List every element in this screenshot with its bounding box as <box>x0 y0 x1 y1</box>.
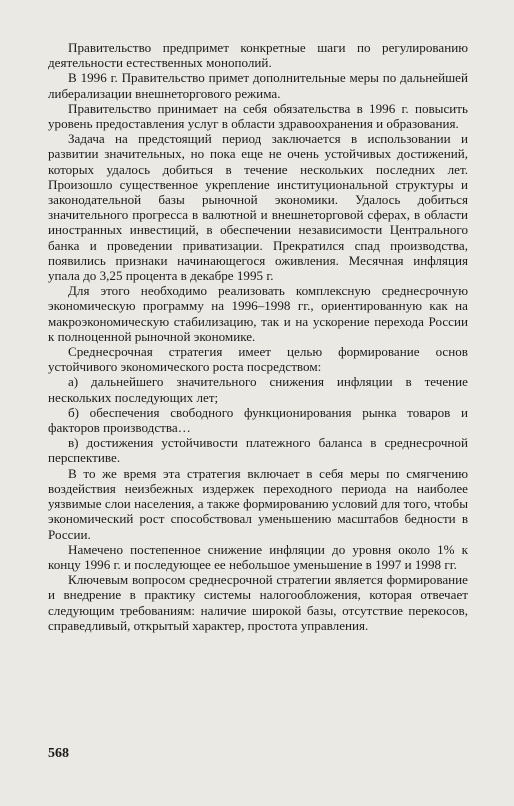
paragraph-trade-liberalization: В 1996 г. Правительство примет дополнительные меры по дальнейшей либерализации внешнеторгового режима. <box>48 70 468 101</box>
paragraph-monopolies: Правительство предпримет конкретные шаги по регулированию деятельности естественных монополий. <box>48 40 468 71</box>
paragraph-inflation-target: Намечено постепенное снижение инфляции до уровня около 1% к концу 1996 г. и последующее ее небольшое уменьшение в 1997 и 1998 гг. <box>48 541 468 572</box>
paragraph-strategy-goal: Среднесрочная стратегия имеет целью формирование основ устойчивого экономического роста посредством: <box>48 344 468 375</box>
paragraph-program: Для этого необходимо реализовать комплексную среднесрочную экономическую программу на 1996–1998 гг., ориентированную как на макроэкономическую стабилизацию, так и на ускорение перехода России к полноценной рыночной экономике. <box>48 283 468 344</box>
body-text <box>48 40 468 633</box>
paragraph-social-measures: В то же время эта стратегия включает в себя меры по смягчению воздействия неизбежных издержек переходного периода на наиболее уязвимые слои населения, а также формированию условий для того, чтобы экономический рост способствовал уменьшению масштабов бедности в России. <box>48 465 468 542</box>
paragraph-health-education: Правительство принимает на себя обязательства в 1996 г. повысить уровень предоставления услуг в области здравоохранения и образования. <box>48 100 468 132</box>
list-item-a: а) дальнейшего значительного снижения инфляции в течение нескольких последующих лет; <box>48 374 468 405</box>
list-item-b: б) обеспечения свободного функционирования рынка товаров и факторов производства… <box>48 404 468 436</box>
paragraph-tax-system: Ключевым вопросом среднесрочной стратегии является формирование и внедрение в практику системы налогообложения, которая отвечает следующим требованиям: наличие широкой базы, отсутствие перекосов, справедливый, открытый характер, простота управления. <box>48 572 468 633</box>
list-item-c: в) достижения устойчивости платежного баланса в среднесрочной перспективе. <box>48 435 468 466</box>
page-number: 568 <box>48 746 69 761</box>
paragraph-achievements: Задача на предстоящий период заключается в использовании и развитии значительных, но пока еще не очень устойчивых достижений, которых удалось добиться в течение нескольких последних лет. Произошло существенное укрепление институциональной структуры и законодательной базы рыночной экономики. Удалось добиться значительного прогресса в валютной и внешнеторговой сферах, в области иностранных инвестиций, в обеспечении независимости Центрального банка и проведении приватизации. Прекратился спад производства, появились признаки начинающегося оживления. Месячная инфляция упала до 3,25 процента в декабре 1995 г. <box>48 131 468 284</box>
